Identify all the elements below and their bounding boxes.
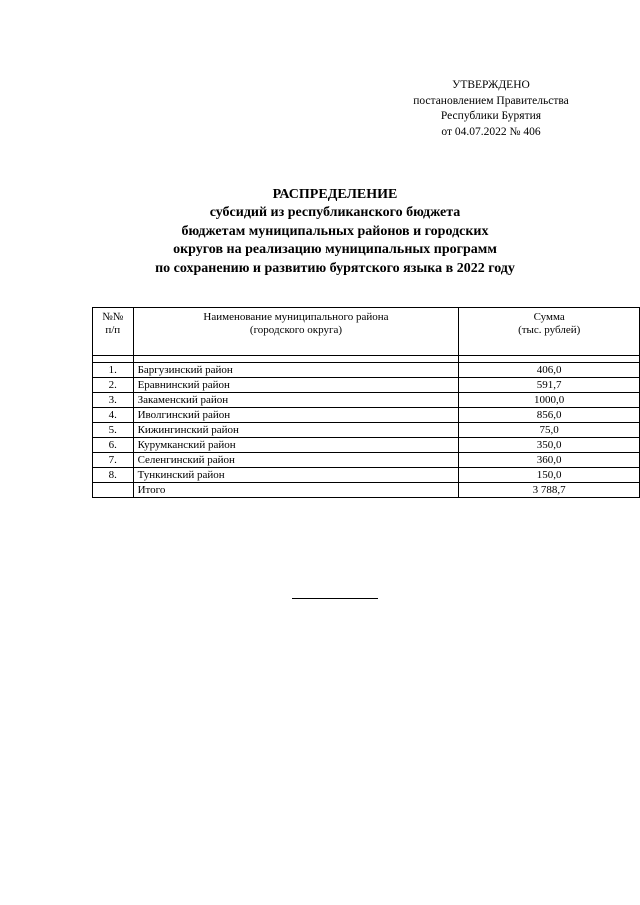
spacer-cell: [133, 356, 459, 363]
row-name: Закаменский район: [133, 393, 459, 408]
row-num: 1.: [93, 363, 134, 378]
header-sum: [459, 308, 640, 356]
spacer-cell: [93, 356, 134, 363]
row-num: 2.: [93, 378, 134, 393]
approval-line-4: от 04.07.2022 № 406: [441, 125, 541, 138]
table-spacer-row: [93, 356, 640, 363]
row-sum: 350,0: [459, 438, 640, 453]
row-name: Еравнинский район: [133, 378, 459, 393]
total-num: [93, 483, 134, 498]
title-line-1: РАСПРЕДЕЛЕНИЕ: [272, 187, 398, 202]
row-sum: 591,7: [459, 378, 640, 393]
approval-line-1: УТВЕРЖДЕНО: [452, 79, 530, 91]
header-name: [133, 308, 459, 356]
table-row: [93, 363, 640, 378]
approval-stamp: [400, 78, 582, 140]
table-header-row: [93, 308, 640, 356]
title-line-2: субсидий из республиканского бюджета: [209, 205, 461, 221]
header-num-line-2: п/п: [105, 324, 121, 336]
table-row: [93, 453, 640, 468]
total-label: Итого: [133, 483, 459, 498]
row-sum: 406,0: [459, 363, 640, 378]
table-row: [93, 438, 640, 453]
row-sum: 75,0: [459, 423, 640, 438]
title-line-3: бюджетам муниципальных районов и городских: [181, 223, 489, 239]
row-sum: 1000,0: [459, 393, 640, 408]
table-total-row: [93, 483, 640, 498]
row-num: 5.: [93, 423, 134, 438]
title-line-4: округов на реализацию муниципальных программ: [173, 242, 497, 258]
header-num-line-1: №№: [102, 311, 124, 323]
closing-divider: [292, 598, 378, 599]
row-num: 6.: [93, 438, 134, 453]
approval-line-2: постановлением Правительства: [413, 94, 569, 107]
row-num: 7.: [93, 453, 134, 468]
row-name: Иволгинский район: [133, 408, 459, 423]
table-row: [93, 378, 640, 393]
table-row: [93, 408, 640, 423]
header-name-line-1: Наименование муниципального района: [203, 311, 389, 323]
row-sum: 360,0: [459, 453, 640, 468]
distribution-table: [92, 307, 640, 498]
row-name: Курумканский район: [133, 438, 459, 453]
header-sum-line-2: (тыс. рублей): [518, 324, 581, 336]
row-sum: 856,0: [459, 408, 640, 423]
title-line-5: по сохранению и развитию бурятского языка в 2022 году: [155, 260, 515, 276]
row-name: Баргузинский район: [133, 363, 459, 378]
table-row: [93, 393, 640, 408]
header-sum-line-1: Сумма: [533, 311, 565, 323]
table-row: [93, 423, 640, 438]
row-name: Селенгинский район: [133, 453, 459, 468]
row-name: Кижингинский район: [133, 423, 459, 438]
row-num: 3.: [93, 393, 134, 408]
row-name: Тункинский район: [133, 468, 459, 483]
spacer-cell: [459, 356, 640, 363]
document-title: [110, 186, 560, 278]
header-name-line-2: (городского округа): [249, 324, 342, 336]
row-num: 4.: [93, 408, 134, 423]
table-row: [93, 468, 640, 483]
row-sum: 150,0: [459, 468, 640, 483]
total-sum: 3 788,7: [459, 483, 640, 498]
header-num: [93, 308, 134, 356]
approval-line-3: Республики Бурятия: [440, 110, 542, 122]
row-num: 8.: [93, 468, 134, 483]
